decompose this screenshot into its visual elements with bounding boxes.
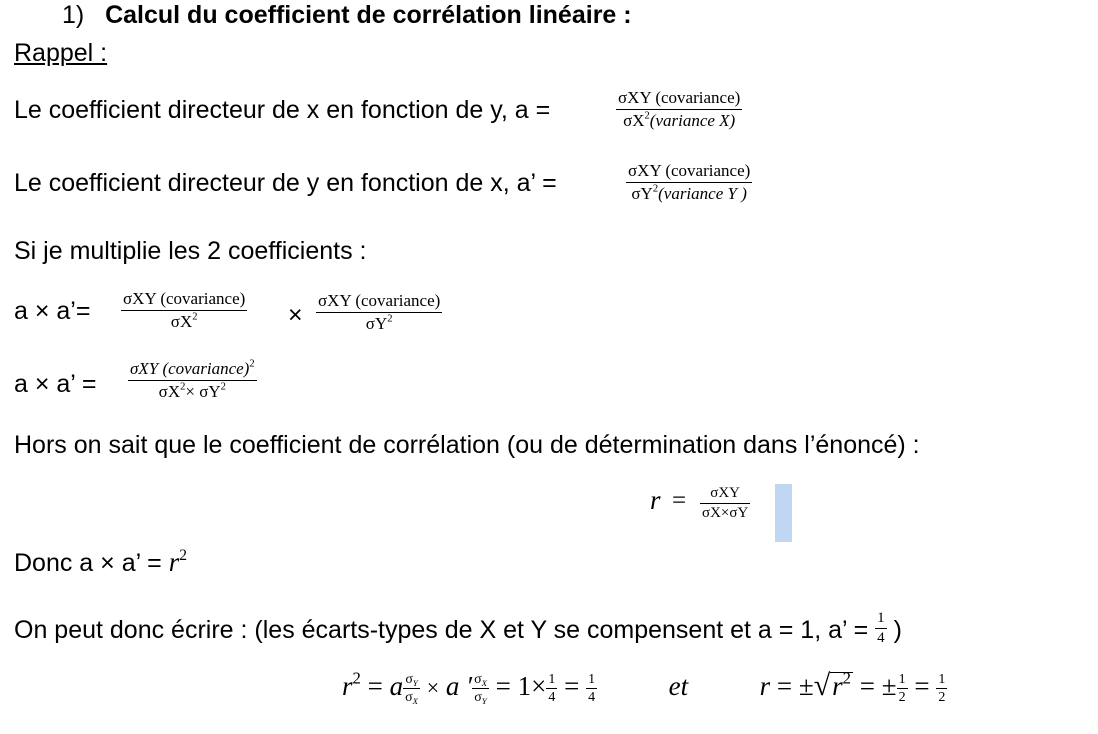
ecrire-frac-den: 4: [877, 630, 885, 646]
coef-a-prime-den-exp: 2: [652, 183, 659, 195]
rappel-label: Rappel :: [14, 39, 108, 67]
coef-a-prime-den-rest: (variance Y ): [658, 184, 747, 203]
final-eq5: = ±: [859, 671, 897, 701]
ecrire-text: On peut donc écrire : (les écarts-types de X et Y se compensent et a = 1, a’ =: [14, 616, 869, 644]
final-et: et: [668, 671, 689, 701]
final-r-exp: 2: [352, 668, 361, 688]
final-s2-num: σ: [474, 672, 482, 688]
final-sqrt-body: [830, 668, 853, 701]
product2-den-b-exp: 2: [220, 381, 226, 393]
final-q-num: 1: [548, 672, 556, 688]
product1-fraction1: [121, 288, 247, 333]
final-s1-num: σ: [405, 672, 413, 688]
multiply-text: Si je multiplie les 2 coefficients :: [14, 237, 367, 265]
final-half1: [897, 671, 908, 706]
final-s2-num-sub: X: [481, 678, 487, 689]
final-q2-den: 4: [588, 690, 596, 706]
r-formula-den: σX×σY: [702, 505, 749, 521]
final-r: r: [342, 671, 353, 701]
coef-a-prime-numerator: σXY (covariance): [628, 161, 751, 180]
product1-f2-num: σXY (covariance): [318, 291, 441, 310]
product1-fraction2: [316, 290, 442, 335]
product1-f1-den-exp: 2: [192, 311, 198, 323]
product2-fraction: [128, 358, 257, 403]
final-eq3: =: [564, 671, 580, 701]
final-half2: [936, 671, 947, 706]
product2-den-times: × σY: [185, 382, 221, 401]
final-q2-num: 1: [588, 672, 596, 688]
coef-a-prime-text: Le coefficient directeur de y en fonction de x, a’ =: [14, 169, 557, 197]
final-eq2: =: [495, 671, 511, 701]
final-quarter1: [546, 671, 557, 706]
final-eq4: = ±: [776, 671, 814, 701]
final-q-den: 4: [548, 690, 556, 706]
product1-times: ×: [288, 301, 303, 329]
product1-f2-den-exp: 2: [387, 313, 393, 325]
final-eq6: =: [914, 671, 930, 701]
final-sqrt-exp: 2: [842, 668, 852, 688]
final-h-num: 1: [898, 672, 906, 688]
product2-num: σXY (covariance): [130, 359, 250, 378]
hors-text: Hors on sait que le coefficient de corrélation (ou de détermination dans l’énoncé) :: [14, 431, 920, 459]
coef-a-prime-fraction: [626, 160, 752, 205]
ecrire-fraction: [875, 609, 887, 648]
coef-a-fraction: [616, 87, 742, 132]
text-cursor-highlight: [775, 484, 792, 542]
r-formula-num: σXY: [710, 485, 741, 501]
final-a-prime: a ′: [445, 671, 473, 701]
final-s1-den: σ: [405, 690, 413, 706]
final-quarter2: [586, 671, 597, 706]
sqrt-sign: √: [813, 669, 831, 702]
final-sigma-frac1: [403, 671, 420, 706]
product2-num-exp: 2: [249, 358, 255, 370]
final-s1-num-sub: Y: [412, 678, 418, 689]
donc-r-exp: 2: [179, 547, 187, 565]
coef-a-den-base: σX: [623, 111, 645, 130]
product2-den-a-exp: 2: [180, 381, 186, 393]
r-formula-lhs: r: [650, 485, 661, 515]
r-formula-fraction: [700, 484, 750, 523]
coef-a-den-rest: (variance X): [649, 111, 736, 130]
final-h2-den: 2: [938, 690, 946, 706]
donc-r: r: [168, 547, 180, 577]
final-s2-den-sub: Y: [481, 696, 487, 707]
ecrire-line: [14, 609, 902, 648]
coef-a-den-exp: 2: [644, 110, 650, 122]
ecrire-close: ): [893, 616, 902, 644]
donc-line: [14, 547, 187, 578]
final-a: a: [389, 671, 404, 701]
final-sqrt-r: r: [832, 671, 843, 701]
final-h2-num: 1: [938, 672, 946, 688]
final-formula: [342, 666, 947, 708]
product2-den-a: σX: [158, 382, 181, 401]
donc-text: Donc a × a’ =: [14, 549, 162, 577]
final-one-times: 1×: [517, 671, 547, 701]
heading-number: 1): [62, 1, 85, 29]
section-heading: [62, 0, 632, 30]
final-times: ×: [426, 675, 440, 700]
final-s1-den-sub: X: [412, 696, 418, 707]
product1-f1-den: σX: [170, 312, 193, 331]
final-s2-den: σ: [474, 690, 482, 706]
final-eq: =: [367, 671, 383, 701]
final-sigma-frac2: [472, 671, 489, 706]
heading-title: Calcul du coefficient de corrélation linéaire :: [105, 1, 632, 29]
product2-lhs: a × a’ =: [14, 370, 97, 398]
product1-f2-den: σY: [365, 314, 388, 333]
final-h-den: 2: [898, 690, 906, 706]
ecrire-frac-num: 1: [875, 609, 887, 629]
coef-a-text: Le coefficient directeur de x en fonction de y, a =: [14, 96, 551, 124]
coef-a-numerator: σXY (covariance): [618, 88, 741, 107]
product1-lhs: a × a’=: [14, 297, 91, 325]
coef-a-prime-den-base: σY: [631, 184, 653, 203]
final-r2: r: [759, 671, 771, 701]
r-formula-eq: =: [672, 487, 687, 514]
product1-f1-num: σXY (covariance): [123, 289, 246, 308]
